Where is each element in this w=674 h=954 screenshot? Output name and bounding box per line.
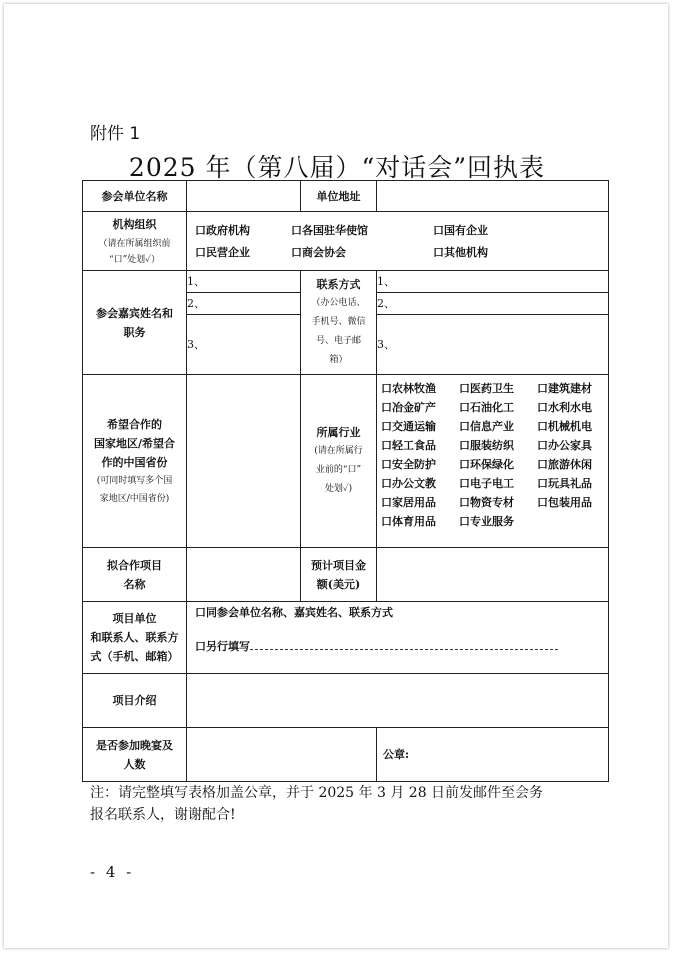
amount-label-1: 预计项目金 — [311, 558, 366, 572]
dinner-label-2: 人数 — [123, 757, 146, 771]
project-label-1: 拟合作项目 — [107, 558, 162, 572]
footer-note — [90, 782, 610, 826]
intro-field[interactable] — [187, 674, 609, 728]
project-unit-options-cell — [187, 602, 609, 674]
industry-option[interactable]: 口办公家具 — [537, 439, 592, 452]
guest-label-2: 职务 — [123, 325, 146, 339]
industry-sub-2: 业前的“口” — [315, 465, 362, 475]
contact-sub-4: 箱） — [329, 355, 348, 365]
industry-option[interactable]: 口信息产业 — [459, 420, 514, 433]
project-unit-option-same[interactable]: 口同参会单位名称、嘉宾姓名、联系方式 — [195, 606, 393, 619]
org-option-chamber[interactable]: 口商会协会 — [291, 246, 346, 259]
contact-sub-2: 手机号、微信 — [311, 317, 366, 327]
dinner-field[interactable] — [187, 728, 377, 782]
industry-option[interactable]: 口家居用品 — [381, 496, 436, 509]
project-label-2: 名称 — [123, 577, 146, 591]
industry-label-cell — [301, 375, 377, 548]
industry-option[interactable]: 口体育用品 — [381, 515, 436, 528]
project-unit-label-cell — [83, 602, 187, 674]
contact-row-2[interactable]: 2、 — [377, 293, 609, 315]
region-label-1: 希望合作的 — [107, 417, 162, 431]
region-field[interactable] — [187, 375, 301, 548]
org-options-cell — [187, 212, 609, 271]
guest-row-1[interactable]: 1、 — [187, 271, 301, 293]
industry-option[interactable]: 口安全防护 — [381, 458, 436, 471]
seal-label: 公章: — [383, 748, 410, 761]
industry-option[interactable]: 口建筑建材 — [537, 382, 592, 395]
guest-label-1: 参会嘉宾姓名和 — [96, 306, 173, 320]
industry-option[interactable]: 口交通运输 — [381, 420, 436, 433]
industry-option[interactable]: 口专业服务 — [459, 515, 514, 528]
org-label-cell — [83, 212, 187, 271]
industry-option[interactable]: 口玩具礼品 — [537, 477, 592, 490]
guest-row-2[interactable]: 2、 — [187, 293, 301, 315]
project-unit-label-3: 式（手机、邮箱） — [90, 650, 179, 663]
industry-option[interactable]: 口机械机电 — [537, 420, 592, 433]
org-sub-1: （请在所属组织前 — [98, 238, 171, 249]
fill-in-line[interactable] — [250, 639, 558, 650]
industry-option[interactable]: 口冶金矿产 — [381, 401, 436, 414]
page-title: 2025 年（第八届）“对话会”回执表 — [128, 153, 546, 182]
project-name-field[interactable] — [187, 548, 301, 602]
industry-option[interactable]: 口轻工食品 — [381, 439, 436, 452]
industry-option[interactable]: 口农林牧渔 — [381, 382, 436, 395]
seal-cell[interactable] — [377, 728, 609, 782]
region-sub-2: 家地区/中国省份) — [99, 493, 170, 504]
amount-label-2: 额(美元) — [316, 577, 361, 591]
unit-name-field[interactable] — [187, 181, 301, 212]
project-unit-label-1: 项目单位 — [112, 612, 157, 625]
region-label-2: 国家地区/希望合 — [93, 436, 176, 450]
org-option-government[interactable]: 口政府机构 — [195, 224, 250, 237]
industry-option[interactable]: 口物资专材 — [459, 496, 514, 509]
intro-label: 项目介绍 — [83, 674, 187, 728]
org-label: 机构组织 — [112, 217, 157, 231]
contact-sub-1: （办公电话、 — [311, 298, 366, 308]
industry-option[interactable]: 口水利水电 — [537, 401, 592, 414]
industry-option[interactable]: 口电子电工 — [459, 477, 514, 490]
industry-option[interactable]: 口石油化工 — [459, 401, 514, 414]
contact-sub-3: 号、电子邮 — [315, 336, 361, 346]
industry-option[interactable]: 口服装纺织 — [459, 439, 514, 452]
org-option-embassy[interactable]: 口各国驻华使馆 — [291, 224, 368, 237]
dinner-label-cell — [83, 728, 187, 782]
contact-row-3[interactable]: 3、 — [377, 315, 609, 375]
org-option-private[interactable]: 口民营企业 — [195, 246, 250, 259]
industry-option[interactable]: 口包装用品 — [537, 496, 592, 509]
industry-option[interactable]: 口旅游休闲 — [537, 458, 592, 471]
contact-label: 联系方式 — [316, 278, 361, 291]
org-sub-2: “口”处划✓） — [108, 254, 160, 265]
attachment-label: 附件 1 — [90, 124, 141, 144]
guest-row-3[interactable]: 3、 — [187, 315, 301, 375]
guest-label-cell — [83, 271, 187, 375]
project-unit-label-2: 和联系人、联系方 — [90, 631, 179, 644]
org-option-other[interactable]: 口其他机构 — [433, 246, 488, 259]
industry-option[interactable]: 口环保绿化 — [459, 458, 514, 471]
industry-sub-3: 处划✓) — [324, 484, 353, 494]
industry-option[interactable]: 口办公文教 — [381, 477, 436, 490]
region-sub-1: (可同时填写多个国 — [96, 475, 173, 486]
contact-row-1[interactable]: 1、 — [377, 271, 609, 293]
unit-address-label: 单位地址 — [301, 181, 377, 212]
unit-address-field[interactable] — [377, 181, 609, 212]
registration-form — [82, 180, 609, 782]
dinner-label-1: 是否参加晚宴及 — [96, 738, 173, 752]
note-line-1: 注：请完整填写表格加盖公章，并于 2025 年 3 月 28 日前发邮件至会务 — [90, 785, 544, 801]
industry-options-cell — [377, 375, 609, 548]
project-unit-option-other[interactable]: 口另行填写 — [195, 640, 250, 653]
org-option-state-owned[interactable]: 口国有企业 — [433, 224, 488, 237]
amount-field[interactable] — [377, 548, 609, 602]
industry-option[interactable]: 口医药卫生 — [459, 382, 514, 395]
unit-name-label: 参会单位名称 — [83, 181, 187, 212]
amount-label-cell — [301, 548, 377, 602]
contact-label-cell — [301, 271, 377, 375]
region-label-cell — [83, 375, 187, 548]
page-number: - 4 - — [90, 863, 135, 881]
industry-sub-1: (请在所属行 — [314, 446, 363, 456]
industry-label: 所属行业 — [316, 426, 361, 439]
project-label-cell — [83, 548, 187, 602]
region-label-3: 作的中国省份 — [101, 455, 168, 469]
note-line-2: 报名联系人，谢谢配合! — [90, 807, 236, 823]
